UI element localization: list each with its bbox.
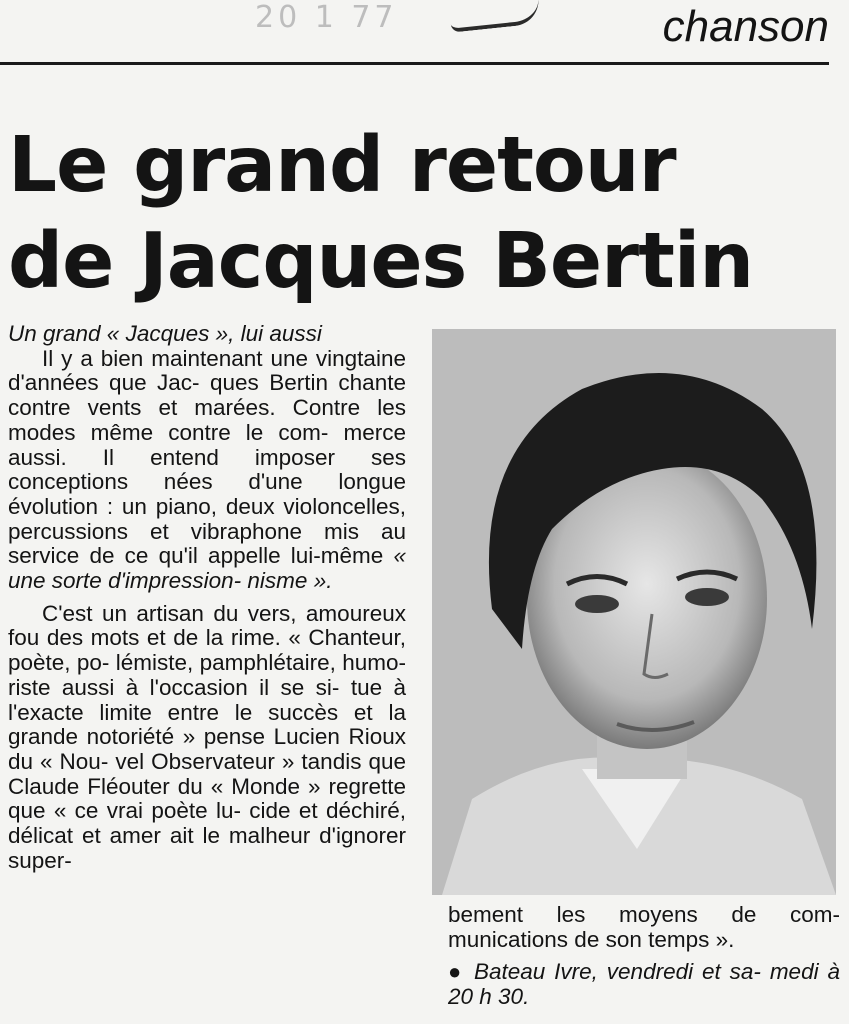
portrait-photo: [432, 329, 836, 895]
text-line: ait le malheur d'ignorer super-: [8, 823, 406, 873]
text-line: riste aussi à l'occasion il se si-: [8, 674, 340, 700]
text-line: cide et déchiré, délicat et amer: [8, 798, 406, 849]
text-line: amoureux fou des mots et de: [8, 600, 406, 651]
text-line: vingtaine d'années que Jac-: [8, 345, 406, 396]
text-line: nisme ».: [247, 568, 333, 594]
text-line: Claude Fléouter du « Monde »: [8, 773, 321, 799]
paragraph-2: [8, 602, 406, 874]
date-stamp: 20 1 77: [255, 0, 398, 35]
continuation-text: [448, 903, 840, 952]
event-info: [448, 960, 840, 1009]
paragraph-1: [8, 347, 406, 594]
text-line: deux violoncelles, percussions: [8, 493, 406, 544]
headline: [8, 118, 838, 310]
text-line: merce aussi. Il entend imposer: [8, 419, 406, 470]
intro-heading: Un grand « Jacques », lui aussi: [8, 321, 322, 346]
text-line: Il y a bien maintenant une: [42, 345, 308, 371]
bullet-icon: ●: [448, 959, 464, 985]
text-line: succès et la grande notoriété »: [8, 699, 406, 750]
event-line-2: medi à 20 h 30.: [448, 959, 840, 1010]
event-line-1: Bateau Ivre, vendredi et sa-: [473, 959, 761, 985]
left-column: [8, 322, 406, 873]
text-line: « une sorte d'impression-: [8, 543, 406, 594]
portrait-illustration: [432, 329, 836, 895]
ink-scribble: [449, 0, 541, 33]
text-line: tue à l'exacte limite entre le: [8, 674, 406, 725]
text-line: la rime. « Chanteur, poète, po-: [8, 625, 406, 676]
right-column: [448, 903, 840, 1010]
text-line: et vibraphone mis au service: [8, 518, 406, 569]
text-line: munications de son temps ».: [448, 926, 735, 952]
headline-line-1: Le grand retour: [8, 121, 676, 210]
headline-line-2: de Jacques Bertin: [8, 217, 754, 306]
text-line: longue évolution : un piano,: [8, 469, 406, 519]
text-line: pense Lucien Rioux du « Nou-: [8, 724, 406, 774]
text-line: lémiste, pamphlétaire, humo-: [115, 650, 406, 676]
text-line: bement les moyens de com-: [448, 902, 840, 927]
text-line: ses conceptions nées d'une: [8, 444, 406, 495]
text-line: vel Observateur » tandis que: [115, 748, 406, 774]
text-line: vents et marées. Contre les: [87, 395, 406, 421]
text-line: regrette que « ce vrai poète lu-: [8, 773, 406, 824]
text-line: modes même contre le com-: [8, 419, 329, 445]
text-line: ques Bertin chante contre: [8, 370, 406, 421]
header-rule: [0, 62, 829, 65]
text-line: C'est un artisan du vers,: [42, 600, 297, 626]
section-label: chanson: [662, 2, 829, 51]
text-line: de ce qu'il appelle lui-même: [89, 543, 384, 569]
